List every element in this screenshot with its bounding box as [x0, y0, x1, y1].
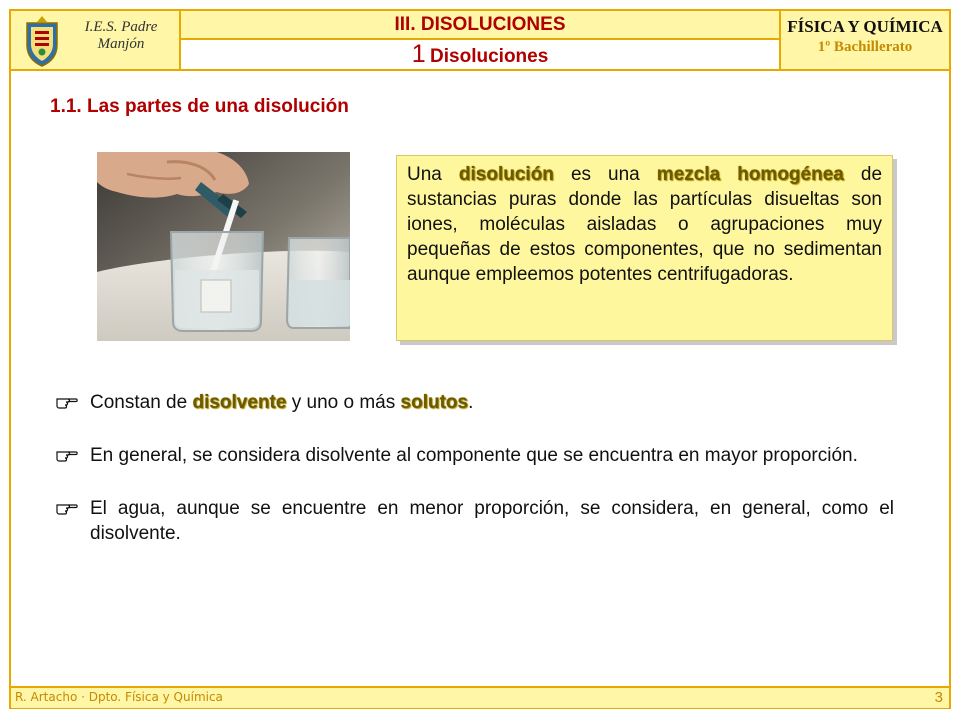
header [11, 11, 949, 71]
definition-text: es una [553, 164, 657, 185]
subsection-heading [50, 96, 349, 118]
pointing-hand-icon [56, 446, 78, 464]
school-block [11, 11, 181, 71]
subsection-title: Las partes de una disolución [86, 96, 349, 117]
bullet-text: Constan de [90, 392, 193, 413]
footer-author: R. Artacho · Dpto. Física y Química [15, 690, 223, 704]
definition-box [396, 155, 893, 341]
bullet-list [56, 390, 894, 546]
subsection-number: 1.1. [50, 96, 82, 117]
subject-name: FÍSICA Y QUÍMICA [787, 17, 943, 36]
footer [11, 686, 949, 708]
term-mezcla-homogenea: mezcla homogénea [656, 164, 844, 185]
bullet-item [56, 496, 894, 546]
section-name: Disoluciones [430, 46, 549, 67]
pointing-hand-icon [56, 393, 78, 411]
bullet-text: y uno o más [286, 392, 401, 413]
subject-block [779, 11, 949, 71]
solution-photo [97, 152, 350, 341]
bullet-text: . [468, 392, 474, 413]
definition-text: Una [407, 164, 459, 185]
definition-text: de sustancias puras donde las partículas disueltas son iones, moléculas aisladas o agrupaciones muy pequeñas de estos componentes, que no sedimentan aunque empleemos potentes centrifugadoras. [407, 164, 883, 285]
unit-title: III. DISOLUCIONES [181, 11, 779, 40]
term-solutos: solutos [400, 392, 469, 413]
bullet-text: En general, se considera disolvente al componente que se encuentra en mayor proporción. [90, 445, 858, 466]
beaker-photo-illustration [97, 152, 350, 341]
term-disolucion: disolución [458, 164, 554, 185]
pointing-hand-icon [56, 499, 78, 517]
section-number: 1 [411, 40, 426, 68]
page-number: 3 [934, 689, 943, 706]
bullet-text: El agua, aunque se encuentre en menor proporción, se considera, en general, como el disolvente. [90, 498, 894, 544]
bullet-item [56, 390, 894, 415]
section-title [181, 40, 779, 71]
term-disolvente: disolvente [192, 392, 287, 413]
course-name: 1º Bachillerato [817, 39, 913, 55]
bullet-item [56, 443, 894, 468]
school-name: I.E.S. Padre Manjón [84, 19, 158, 52]
school-crest-icon [23, 15, 61, 67]
